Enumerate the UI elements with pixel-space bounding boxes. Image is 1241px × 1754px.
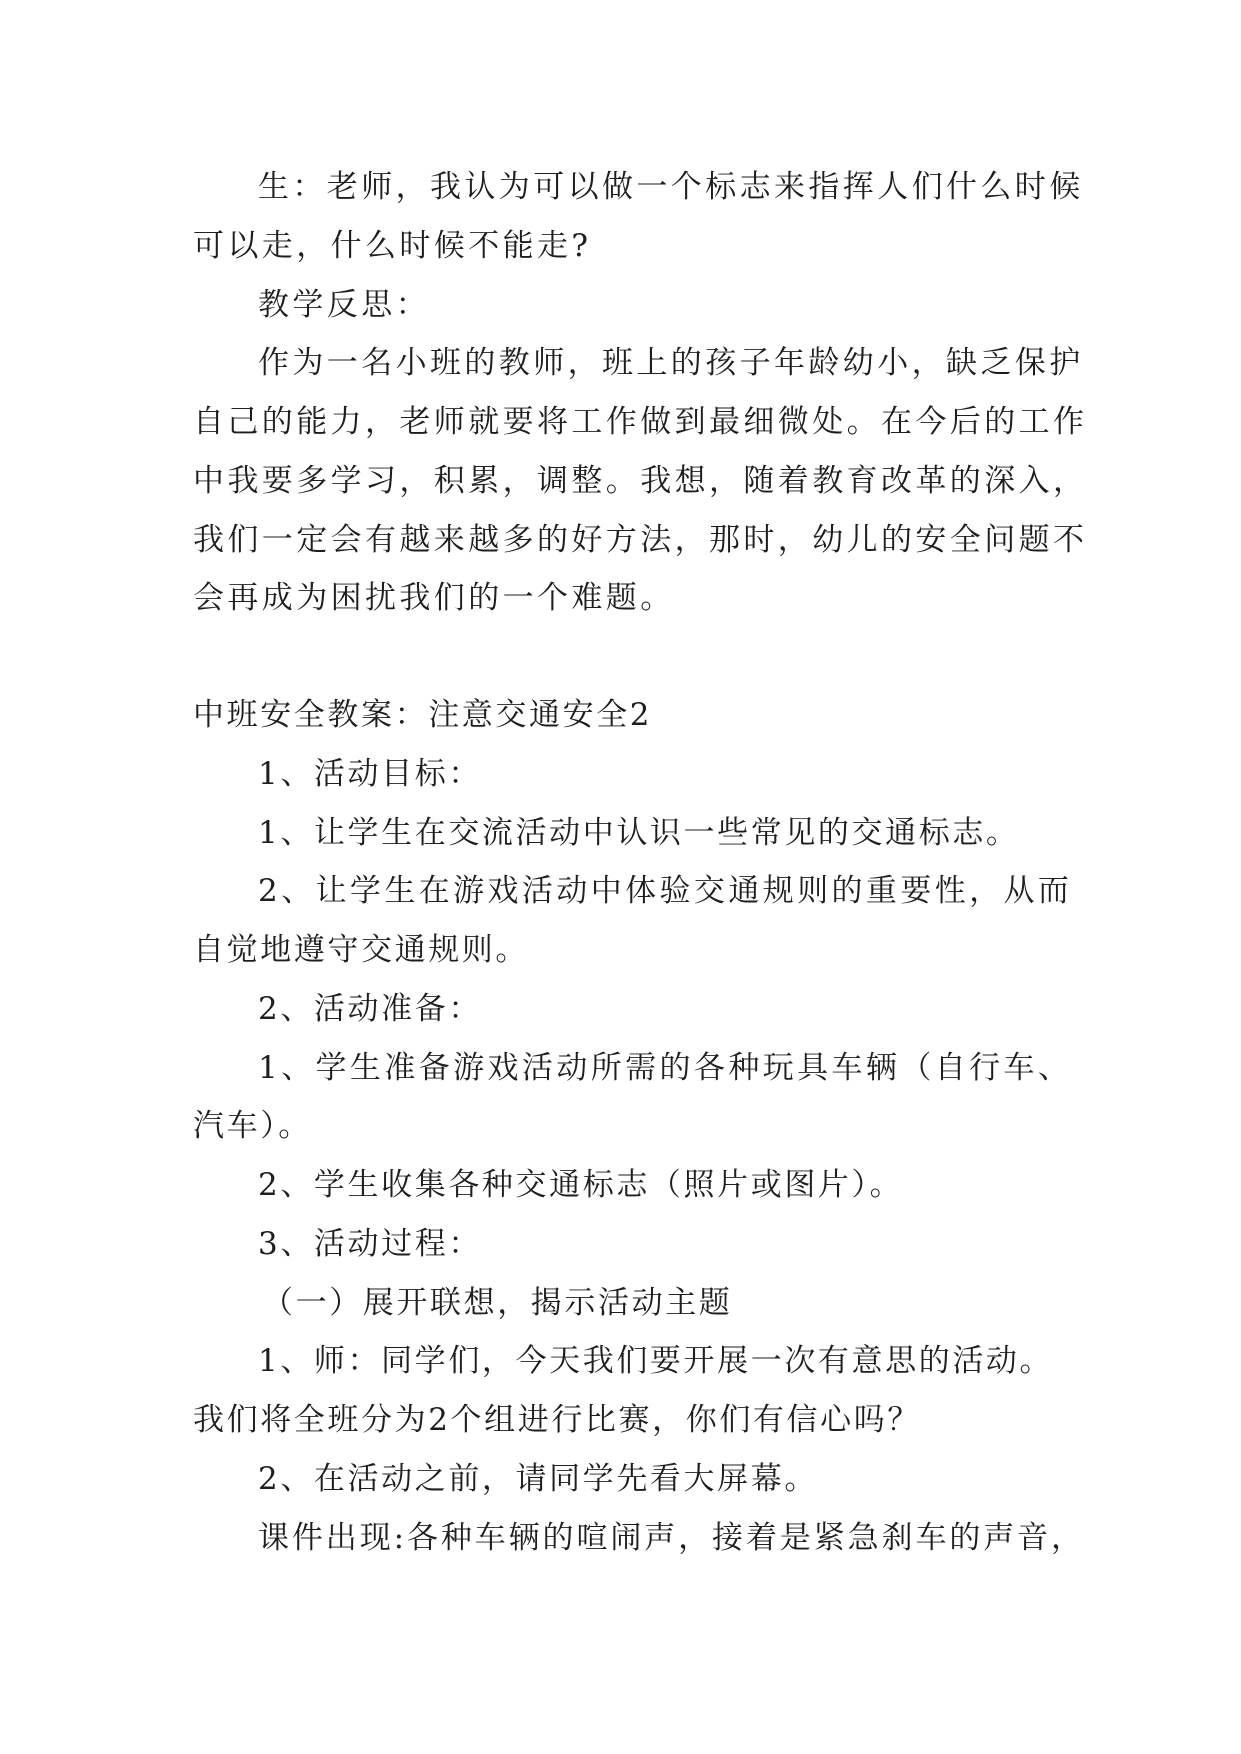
- text-line: 课件出现:各种车辆的喧闹声，接着是紧急刹车的声音，: [258, 1520, 1085, 1556]
- text-line: 3、活动过程：: [258, 1226, 482, 1262]
- text-line: 中我要多学习，积累，调整。我想，随着教育改革的深入，: [193, 463, 1088, 499]
- text-line: 1、让学生在交流活动中认识一些常见的交通标志。: [258, 815, 1020, 851]
- text-line: 自觉地遵守交通规则。: [193, 932, 529, 968]
- text-line: 2、在活动之前，请同学先看大屏幕。: [258, 1461, 818, 1497]
- text-line: （一）展开联想，揭示活动主题: [262, 1285, 733, 1321]
- text-line: 1、学生准备游戏活动所需的各种玩具车辆（自行车、: [258, 1050, 1073, 1086]
- text-line: 会再成为困扰我们的一个难题。: [193, 580, 675, 616]
- section-title: 中班安全教案：注意交通安全2: [193, 697, 653, 733]
- text-line: 汽车）。: [193, 1108, 312, 1144]
- text-line: 作为一名小班的教师，班上的孩子年龄幼小，缺乏保护: [258, 345, 1084, 381]
- text-line: 2、让学生在游戏活动中体验交通规则的重要性，从而: [258, 873, 1073, 909]
- text-line: 教学反思：: [258, 287, 430, 323]
- text-line: 1、活动目标：: [258, 756, 482, 792]
- text-line: 我们一定会有越来越多的好方法，那时，幼儿的安全问题不: [193, 522, 1088, 558]
- text-line: 生：老师，我认为可以做一个标志来指挥人们什么时候: [258, 169, 1084, 205]
- text-line: 可以走，什么时候不能走?: [193, 228, 592, 264]
- text-line: 1、师：同学们，今天我们要开展一次有意思的活动。: [258, 1343, 1054, 1379]
- text-line: 2、活动准备：: [258, 991, 482, 1027]
- text-line: 自己的能力，老师就要将工作做到最细微处。在今后的工作: [193, 404, 1088, 440]
- text-line: 我们将全班分为2个组进行比赛，你们有信心吗？: [193, 1402, 921, 1438]
- text-line: 2、学生收集各种交通标志（照片或图片）。: [258, 1167, 904, 1203]
